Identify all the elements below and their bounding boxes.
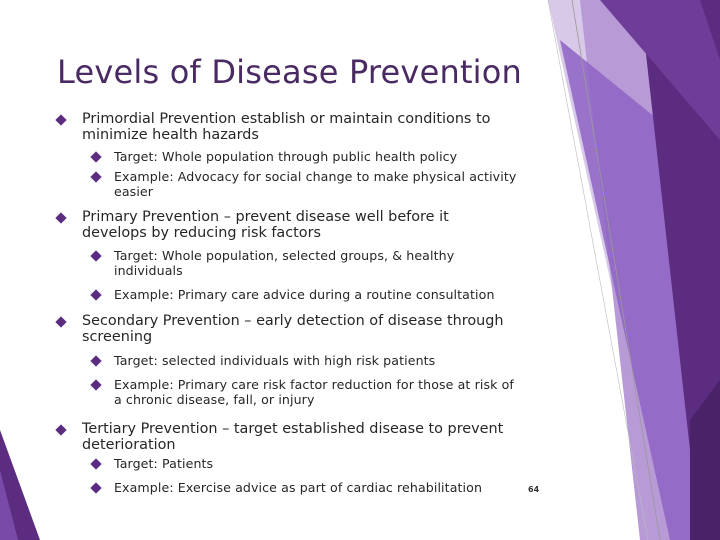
sub-bullet-text: Example: Advocacy for social change to make physical activity [114, 169, 517, 184]
decor-facet-dark [640, 0, 720, 540]
sub-bullet-text: Target: selected individuals with high risk patients [114, 353, 436, 368]
decor-facet-bottom [690, 380, 720, 540]
slide-title: Levels of Disease Prevention [57, 53, 523, 91]
bullet-text: Tertiary Prevention – target established disease to prevent [82, 421, 504, 437]
bullet-text: deterioration [82, 437, 176, 453]
diamond-bullet-icon [90, 355, 101, 366]
diamond-bullet-icon [90, 171, 101, 182]
decor-facet-light [548, 0, 720, 540]
diamond-bullet-icon [90, 250, 101, 261]
decor-left-triangle [0, 430, 40, 540]
diamond-bullet-icon [90, 458, 101, 469]
diamond-bullet-icon [90, 151, 101, 162]
decor-line-1 [572, 0, 660, 540]
sub-bullet-text: Target: Patients [114, 456, 214, 471]
bullet-text: screening [82, 329, 153, 345]
diamond-bullet-icon [55, 424, 66, 435]
decor-facet-violet [560, 40, 720, 540]
sub-bullet-text: easier [114, 184, 154, 199]
bullet-text: develops by reducing risk factors [82, 225, 322, 241]
sub-bullet-text: Target: Whole population, selected groups, & healthy [114, 248, 455, 263]
sub-bullet-text: Target: Whole population through public health policy [114, 149, 458, 164]
decor-facet-mid [580, 0, 720, 540]
diamond-bullet-icon [55, 212, 66, 223]
diamond-bullet-icon [90, 379, 101, 390]
sub-bullet-text: Example: Primary care advice during a routine consultation [114, 287, 495, 302]
decor-line-2 [548, 0, 648, 540]
sub-bullet-text: a chronic disease, fall, or injury [114, 392, 315, 407]
sub-bullet-text: individuals [114, 263, 183, 278]
sub-bullet-text: Example: Exercise advice as part of cardiac rehabilitation [114, 480, 483, 495]
decor-facet-top [600, 0, 720, 140]
decor-left-triangle-light [0, 470, 18, 540]
bullet-text: Secondary Prevention – early detection of disease through [82, 313, 504, 329]
sub-bullet-text: Example: Primary care risk factor reduction for those at risk of [114, 377, 514, 392]
diamond-bullet-icon [90, 482, 101, 493]
bullet-text: Primordial Prevention establish or maintain conditions to [82, 111, 491, 127]
bullet-text: minimize health hazards [82, 127, 259, 143]
diamond-bullet-icon [90, 289, 101, 300]
page-number: 64 [528, 485, 540, 494]
diamond-bullet-icon [55, 316, 66, 327]
diamond-bullet-icon [55, 114, 66, 125]
bullet-text: Primary Prevention – prevent disease well before it [82, 209, 449, 225]
